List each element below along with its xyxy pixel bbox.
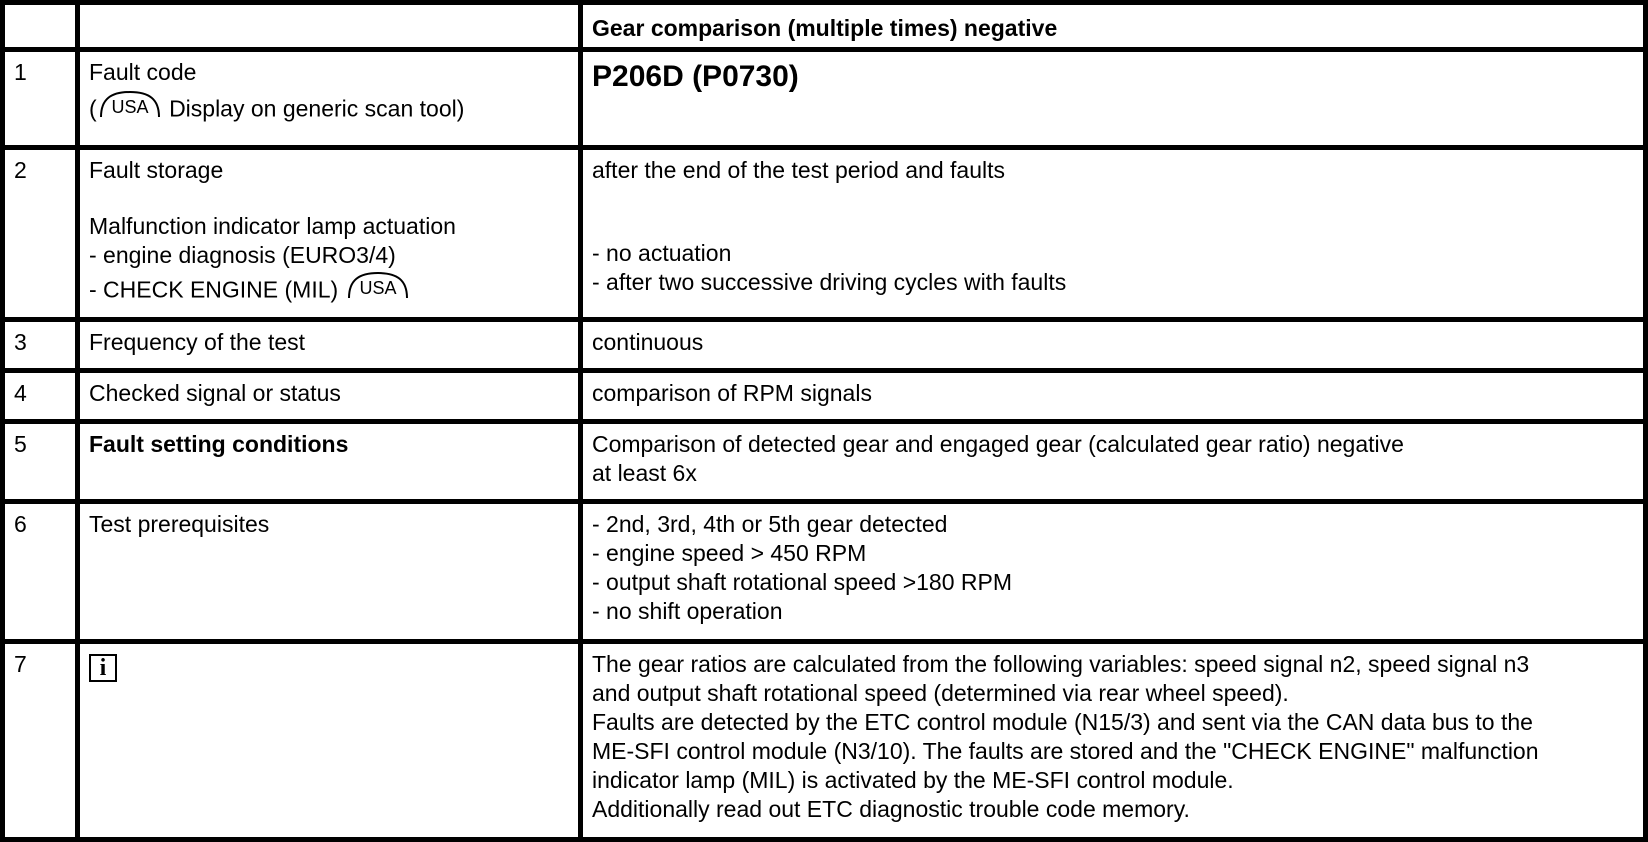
row-label xyxy=(75,145,583,322)
row-value-line: after the end of the test period and faults xyxy=(592,157,1006,183)
row-label: Test prerequisites xyxy=(75,499,583,644)
row-label-text: Display on generic scan tool) xyxy=(169,95,465,122)
row-label: Checked signal or status xyxy=(75,368,583,424)
row-label-line: Malfunction indicator lamp actuation xyxy=(89,213,456,239)
row-value-line: Additionally read out ETC diagnostic trouble code memory. xyxy=(592,796,1190,822)
table-row xyxy=(0,419,1648,504)
row-label-line xyxy=(89,270,569,313)
table-row xyxy=(0,499,1648,644)
row-number: 2 xyxy=(0,145,80,322)
row-value xyxy=(578,47,1648,150)
row-value-line: indicator lamp (MIL) is activated by the ME-SFI control module. xyxy=(592,767,1234,793)
open-paren: ( xyxy=(89,95,97,122)
row-label: Fault setting conditions xyxy=(75,419,583,504)
row-value xyxy=(578,499,1648,644)
row-value-line: - no shift operation xyxy=(592,598,783,624)
row-number: 6 xyxy=(0,499,80,644)
row-label-line: - engine diagnosis (EURO3/4) xyxy=(89,242,396,268)
table-row xyxy=(0,145,1648,322)
row-value-line: - no actuation xyxy=(592,240,732,266)
info-icon: i xyxy=(89,654,117,682)
row-label xyxy=(75,639,583,842)
header-cell-title: Gear comparison (multiple times) negative xyxy=(578,0,1648,52)
row-value-line: - after two successive driving cycles with faults xyxy=(592,269,1067,295)
row-value-line: The gear ratios are calculated from the following variables: speed signal n2, speed signal n3 xyxy=(592,651,1530,677)
row-value-line: Comparison of detected gear and engaged gear (calculated gear ratio) negative xyxy=(592,431,1404,457)
usa-icon xyxy=(97,89,163,132)
row-value-line: - 2nd, 3rd, 4th or 5th gear detected xyxy=(592,511,948,537)
row-label-line: Fault storage xyxy=(89,157,224,183)
row-number: 5 xyxy=(0,419,80,504)
row-value: comparison of RPM signals xyxy=(578,368,1648,424)
row-number: 3 xyxy=(0,317,80,373)
row-value-line: - engine speed > 450 RPM xyxy=(592,540,867,566)
row-value-line: at least 6x xyxy=(592,460,697,486)
row-label xyxy=(75,47,583,150)
row-value xyxy=(578,145,1648,322)
usa-icon xyxy=(345,270,411,313)
row-value: continuous xyxy=(578,317,1648,373)
row-label-text: - CHECK ENGINE (MIL) xyxy=(89,276,339,303)
fault-code-value: P206D (P0730) xyxy=(592,60,799,93)
row-number: 4 xyxy=(0,368,80,424)
table-row xyxy=(0,368,1648,424)
row-value-line: and output shaft rotational speed (determined via rear wheel speed). xyxy=(592,680,1289,706)
row-number: 1 xyxy=(0,47,80,150)
header-cell-number xyxy=(0,0,80,52)
table-row xyxy=(0,639,1648,842)
row-value-line: Faults are detected by the ETC control module (N15/3) and sent via the CAN data bus to the xyxy=(592,709,1533,735)
row-value-line: ME-SFI control module (N3/10). The faults are stored and the "CHECK ENGINE" malfunction xyxy=(592,738,1539,764)
row-value xyxy=(578,639,1648,842)
table-row xyxy=(0,47,1648,150)
row-label-line: Fault code xyxy=(89,59,197,85)
row-label-line xyxy=(89,89,569,132)
table-header-row xyxy=(0,0,1648,52)
row-value xyxy=(578,419,1648,504)
svg-text:USA: USA xyxy=(359,278,397,298)
header-cell-label xyxy=(75,0,583,52)
table-row xyxy=(0,317,1648,373)
row-label: Frequency of the test xyxy=(75,317,583,373)
row-value-line: - output shaft rotational speed >180 RPM xyxy=(592,569,1013,595)
svg-text:USA: USA xyxy=(111,97,149,117)
row-number: 7 xyxy=(0,639,80,842)
